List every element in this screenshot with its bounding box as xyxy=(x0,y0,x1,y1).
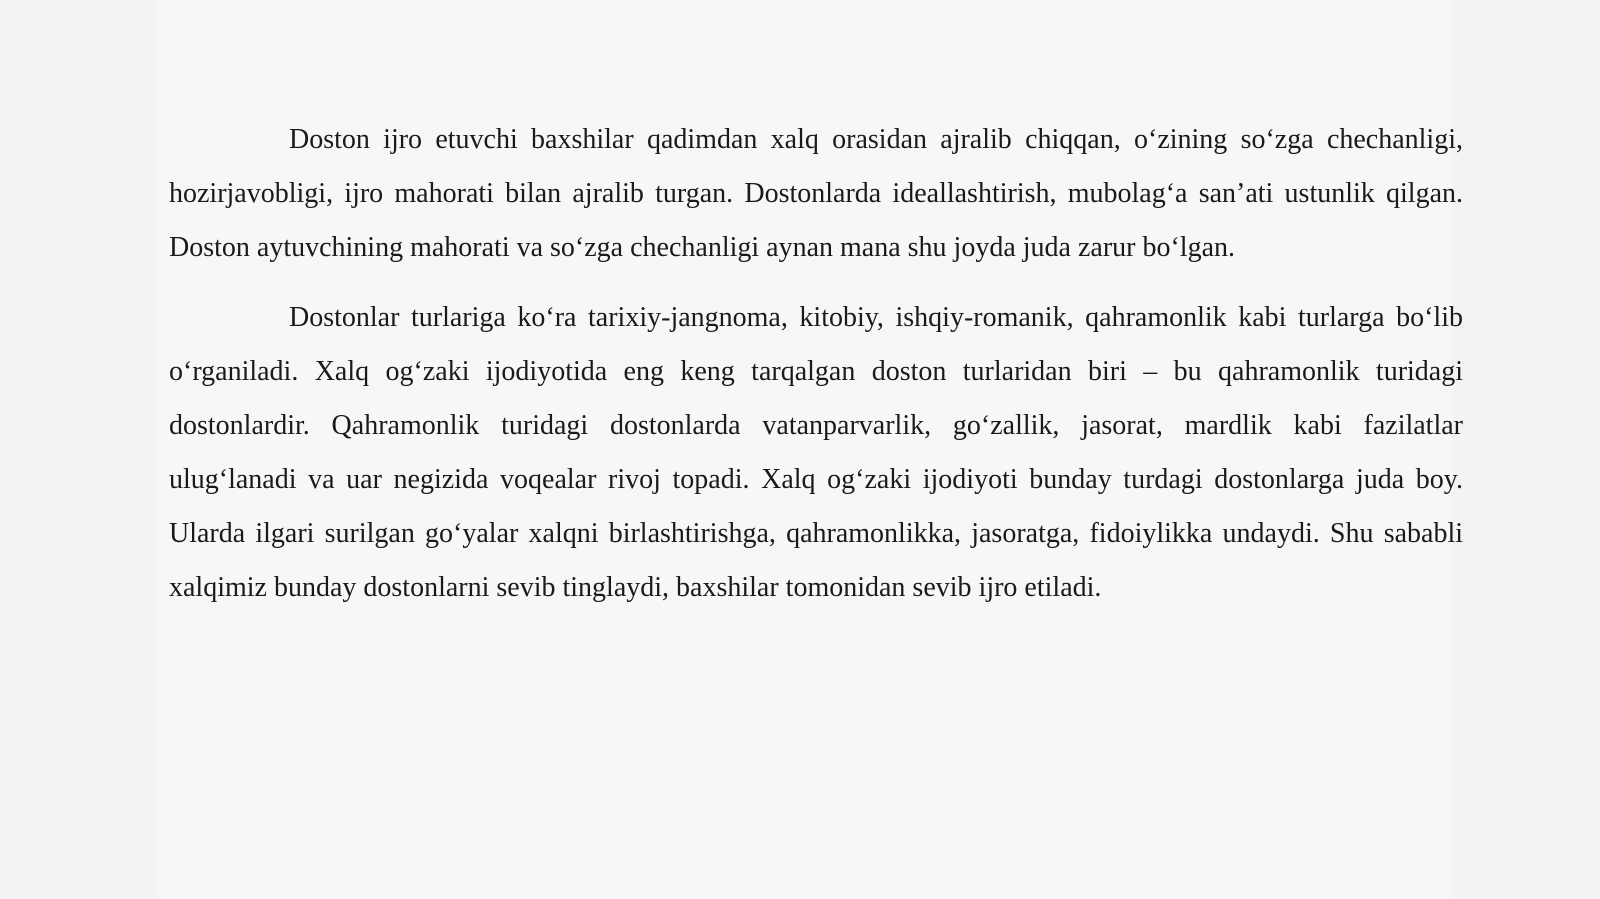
document-body xyxy=(169,113,1463,615)
paragraph-2: Dostonlar turlariga ko‘ra tarixiy-jangnoma, kitobiy, ishqiy-romanik, qahramonlik kabi turlarga bo‘lib o‘rganiladi. Xalq og‘zaki ijodiyotida eng keng tarqalgan doston turlaridan biri – bu qahramonlik turidagi dostonlardir. Qahramonlik turidagi dostonlarda vatanparvarlik, go‘zallik, jasorat, mardlik kabi fazilatlar ulug‘lanadi va uar negizida voqealar rivoj topadi. Xalq og‘zaki ijodiyoti bunday turdagi dostonlarga juda boy. Ularda ilgari surilgan go‘yalar xalqni birlashtirishga, qahramonlikka, jasoratga, fidoiylikka undaydi. Shu sababli xalqimiz bunday dostonlarni sevib tinglaydi, baxshilar tomonidan sevib ijro etiladi. xyxy=(169,302,1463,603)
paragraph-1: Doston ijro etuvchi baxshilar qadimdan xalq orasidan ajralib chiqqan, o‘zining so‘zga chechanligi, hozirjavobligi, ijro mahorati bilan ajralib turgan. Dostonlarda ideallashtirish, mubolag‘a san’ati ustunlik qilgan. Doston aytuvchining mahorati va so‘zga chechanligi aynan mana shu joyda juda zarur bo‘lgan. xyxy=(169,124,1463,263)
